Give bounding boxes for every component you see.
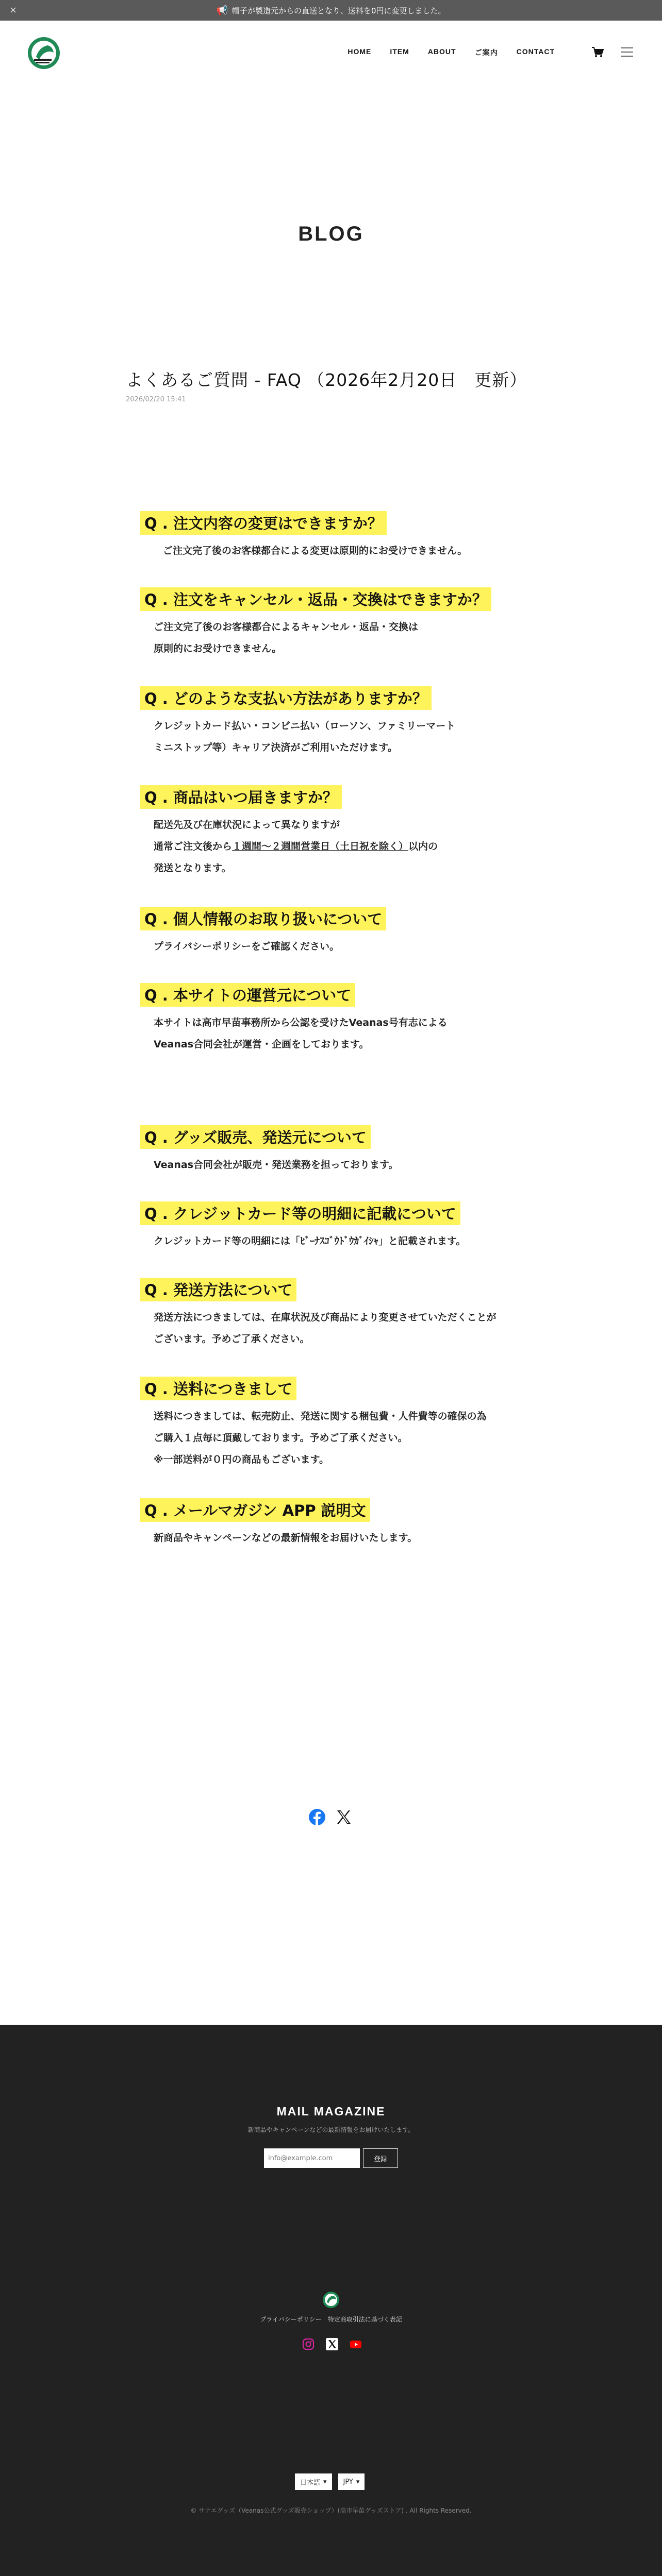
language-value: 日本語: [300, 2479, 321, 2487]
faq-question: Q . どのような支払い方法がありますか？: [140, 686, 432, 710]
language-select[interactable]: [295, 2473, 332, 2490]
footer-links[interactable]: プライバシーポリシー 特定商取引法に基づく表記: [260, 2316, 402, 2323]
faq-answer-line: ミニストップ等）キャリア決済がご利用いただけます。: [154, 742, 398, 753]
locale-selectors: [295, 2473, 365, 2490]
x-icon[interactable]: [326, 2338, 338, 2350]
faq-answer-line: 原則的にお受けできません。: [154, 643, 282, 654]
chevron-down-icon: ▾: [323, 2478, 327, 2486]
currency-select[interactable]: [338, 2473, 365, 2490]
footer-logo[interactable]: [322, 2291, 340, 2309]
faq-answer-line: Veanas合同会社が運営・企画をしております。: [154, 1039, 369, 1050]
faq-question: Q . 個人情報のお取り扱いについて: [140, 907, 386, 930]
faq-answer-line: 発送方法につきましては、在庫状況及び商品により変更させていただくことが: [154, 1312, 496, 1323]
faq-answer-line: [154, 836, 553, 857]
announcement-bar: [0, 0, 662, 21]
faq-answer-line: ご購入１点毎に頂戴しております。予めご了承ください。: [154, 1432, 408, 1444]
faq-item: [140, 686, 553, 758]
faq-answer-line: 発送となります。: [154, 862, 231, 874]
faq-item: [140, 907, 553, 957]
faq-item: [140, 587, 553, 659]
nav-item[interactable]: ITEM: [390, 47, 409, 56]
faq-answer-text: 通常ご注文後から: [154, 841, 233, 852]
share-buttons: [308, 1808, 353, 1826]
faq-item: [140, 1278, 553, 1350]
faq-answer: [140, 540, 553, 562]
faq-question: Q . 本サイトの運営元について: [140, 983, 355, 1007]
faq-question: Q . 注文をキャンセル・返品・交換はできますか？: [140, 587, 491, 611]
faq-answer: [140, 814, 553, 879]
faq-answer-line: ご注文完了後のお客様都合によるキャンセル・返品・交換は: [154, 621, 419, 633]
faq-answer-line: 新商品やキャンペーンなどの最新情報をお届けいたします。: [154, 1532, 418, 1544]
delivery-period: １週間〜２週間営業日（土日祝を除く）: [232, 841, 409, 852]
faq-item: [140, 1498, 553, 1549]
site-logo[interactable]: [27, 36, 61, 70]
faq-answer-line: 送料につきましては、転売防止、発送に関する梱包費・人件費等の確保の為: [154, 1411, 487, 1422]
article-title: よくあるご質問 - FAQ （2026年2月20日 更新）: [126, 370, 527, 390]
article-date: 2026/02/20 15:41: [126, 396, 186, 403]
faq-answer-line: クレジットカード等の明細には「ﾋﾞｰﾅｽｺﾞｳﾄﾞｳｶﾞｲｼｬ」と記載されます。: [154, 1235, 466, 1247]
nav-contact[interactable]: CONTACT: [516, 47, 555, 56]
page-title: BLOG: [298, 223, 364, 245]
faq-question: Q . メールマガジン APP 説明文: [140, 1498, 370, 1522]
faq-answer-line: ございます。予めご了承ください。: [154, 1333, 310, 1345]
mail-magazine-title: MAIL MAGAZINE: [276, 2105, 386, 2118]
nav-home[interactable]: HOME: [347, 47, 372, 56]
nav-guide[interactable]: ご案内: [474, 48, 498, 57]
faq-answer-line: 配送先及び在庫状況によって異なりますが: [154, 819, 340, 831]
instagram-icon[interactable]: [302, 2338, 315, 2350]
copyright: © サナエグッズ（Veanas公式グッズ販売ショップ）(高市早苗グッズストア) . All Rights Reserved.: [190, 2507, 472, 2514]
site-footer: [0, 2025, 662, 2576]
faq-answer: [140, 936, 553, 957]
faq-answer-text: 以内の: [408, 841, 438, 852]
faq-answer-line: ご注文完了後のお客様都合による変更は原則的にお受けできません。: [163, 545, 468, 556]
faq-question: Q . 発送方法について: [140, 1278, 296, 1301]
close-announcement-button[interactable]: ×: [9, 5, 18, 15]
faq-item: [140, 1377, 553, 1470]
faq-item: [140, 785, 553, 879]
faq-answer-line: ※一部送料が０円の商品もございます。: [154, 1454, 329, 1465]
mail-magazine-subtitle: 新商品やキャンペーンなどの最新情報をお届けいたします。: [247, 2126, 415, 2133]
faq-answer-line: 本サイトは高市早苗事務所から公認を受けたVeanas号有志による: [154, 1017, 448, 1028]
faq-answer: [140, 616, 553, 659]
faq-answer: [140, 1307, 553, 1350]
x-icon[interactable]: [335, 1808, 353, 1826]
faq-question: Q . クレジットカード等の明細に記載について: [140, 1201, 460, 1225]
faq-item: [140, 1125, 553, 1176]
faq-answer: [140, 1405, 553, 1470]
faq-answer: [140, 1230, 553, 1252]
faq-answer: [140, 1154, 553, 1176]
megaphone-icon: 📢: [216, 5, 228, 16]
faq-question: Q . 商品はいつ届きますか？: [140, 785, 342, 809]
faq-item: [140, 1201, 553, 1252]
announcement-text: 帽子が製造元からの直送となり、送料を0円に変更しました。: [231, 6, 446, 15]
faq-answer: [140, 1012, 553, 1055]
subscribe-button[interactable]: 登録: [363, 2148, 398, 2168]
faq-answer-line[interactable]: プライバシーポリシーをご確認ください。: [154, 941, 340, 952]
faq-question: Q . グッズ販売、発送元について: [140, 1125, 371, 1149]
hamburger-icon[interactable]: [621, 47, 633, 57]
faq-item: [140, 983, 553, 1055]
site-header: [0, 21, 662, 88]
faq-answer-line: クレジットカード払い・コンビニ払い（ローソン、ファミリーマート: [154, 720, 456, 732]
chevron-down-icon: ▾: [356, 2478, 360, 2486]
faq-answer: [140, 715, 553, 758]
facebook-icon[interactable]: [308, 1808, 326, 1826]
youtube-icon[interactable]: [350, 2338, 362, 2350]
currency-value: JPY: [343, 2478, 353, 2486]
faq-item: [140, 511, 553, 562]
mail-magazine-form: [264, 2148, 398, 2168]
faq-question: Q . 注文内容の変更はできますか？: [140, 511, 387, 535]
faq-answer-line: Veanas合同会社が販売・発送業務を担っております。: [154, 1159, 399, 1171]
cart-icon[interactable]: [591, 45, 604, 59]
faq-answer: [140, 1527, 553, 1549]
email-field[interactable]: [264, 2148, 360, 2168]
faq-question: Q . 送料につきまして: [140, 1377, 296, 1400]
main-nav: [347, 47, 555, 58]
nav-about[interactable]: ABOUT: [427, 47, 456, 56]
social-links: [302, 2338, 362, 2350]
